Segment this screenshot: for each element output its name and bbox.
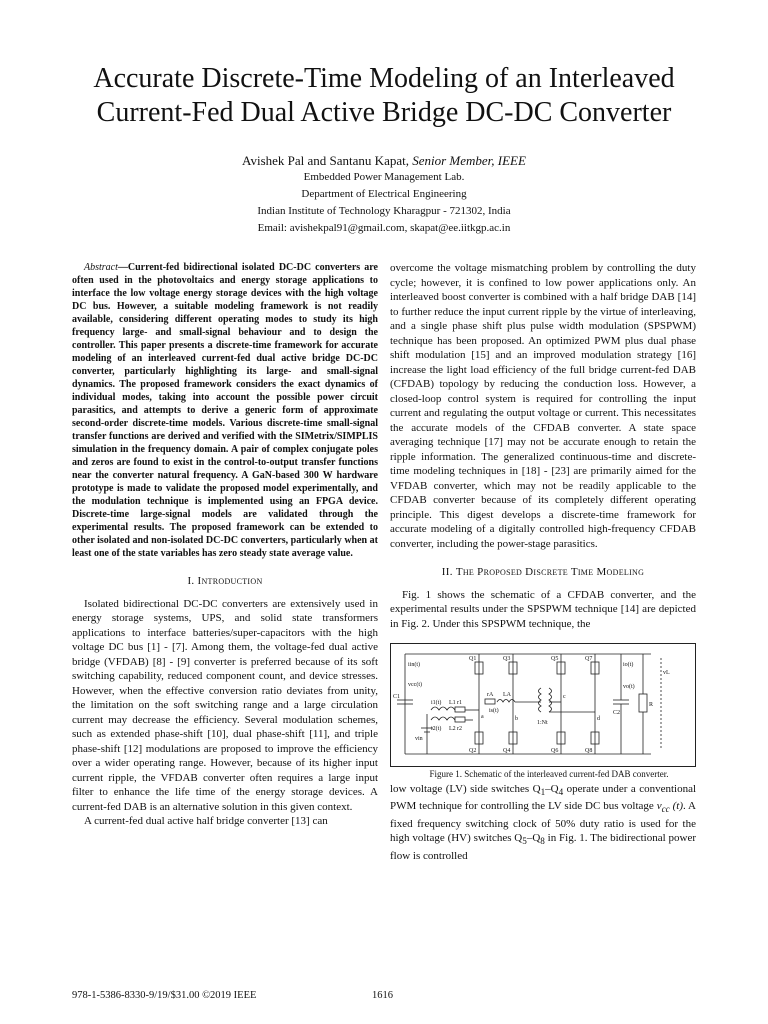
label-c2: C2	[613, 710, 621, 716]
text-run-7: in Fig. 1. The bidirectional power flow is controlled	[390, 832, 696, 863]
affiliation-dept: Department of Electrical Engineering	[301, 188, 467, 200]
sub-q4: 4	[558, 786, 564, 797]
schematic-svg	[391, 644, 695, 766]
author-names	[40, 152, 728, 169]
var-v-args: (t)	[669, 800, 684, 813]
figure-1-caption: Figure 1. Schematic of the interleaved current-fed DAB converter.	[429, 769, 669, 779]
label-node-b: b	[515, 716, 518, 722]
text-run-2: –Q	[545, 782, 559, 795]
section-1-number: I.	[187, 575, 198, 587]
inductor-la	[497, 700, 515, 703]
resistor-r1	[455, 707, 465, 712]
label-q1: Q1	[469, 656, 477, 662]
label-turns-ratio: 1:Nt	[537, 720, 548, 726]
var-v-sub: cc	[661, 804, 670, 815]
label-q4: Q4	[503, 748, 511, 754]
section-2-title: The Proposed Discrete Time Modeling	[455, 566, 645, 578]
intro-paragraph-1: Isolated bidirectional DC-DC converters are extensively used in energy storage systems, UPS, and solid state transformers applications to interface batteries/super-capacitors with the high voltage DC bus [1] - [7]. Among them, the voltage-fed dual active bridge (VFDAB) [8] - [9] converter is preferred because of its soft switching capability, reduced component count, and device stresses. However, when the effective conversion ratio deviates from unity, the limitation on the soft switching range and a large circulation current may decrease the efficiency. Several modulation schemes, such as extended phase-shift [10], dual phase-shift [11], and triple phase-shift [12] modulations are proposed to improve the efficiency over a wider operating range. However, because of its higher input current ripple, the VFDAB converter often requires a large input filter to enhance the life time of the energy storage devices. A current-fed DAB is an alternative solution in this given context.	[72, 597, 378, 813]
title-line-2: Current-Fed Dual Active Bridge DC-DC Converter	[96, 97, 672, 128]
inductor-l2	[431, 717, 455, 720]
footer-isbn: 978-1-5386-8330-9/19/$31.00 ©2019 IEEE	[72, 990, 257, 1001]
modeling-paragraph-2	[390, 782, 696, 864]
label-c1: C1	[393, 694, 401, 700]
label-q5: Q5	[551, 656, 559, 662]
abstract	[72, 261, 378, 560]
label-io: io(t)	[623, 662, 634, 668]
label-q6: Q6	[551, 748, 559, 754]
label-node-a: a	[481, 714, 484, 720]
footer-page-number: 1616	[372, 990, 393, 1001]
label-q3: Q3	[503, 656, 511, 662]
section-heading-introduction	[72, 574, 378, 589]
figure-1-schematic	[390, 643, 696, 767]
affiliation-email: Email: avishekpal91@gmail.com, skapat@ee.iitkgp.ac.in	[257, 222, 511, 234]
label-vl: vL	[663, 670, 670, 676]
load-resistor-r	[639, 694, 647, 712]
section-1-title: Introduction	[197, 575, 263, 587]
left-column	[72, 261, 378, 829]
text-run-1: low voltage (LV) side switches Q	[390, 782, 541, 795]
resistor-r2	[455, 717, 465, 722]
inductor-l1	[431, 707, 455, 710]
author-role: Senior Member, IEEE	[412, 153, 526, 168]
label-r: R	[649, 702, 654, 708]
label-vcc: vcc(t)	[408, 682, 422, 688]
label-i2: i2(t)	[431, 726, 442, 732]
label-ra: rA	[487, 692, 494, 698]
label-vin: vin	[415, 736, 423, 742]
transformer-primary	[539, 688, 542, 712]
intro-paragraph-continued: overcome the voltage mismatching problem by controlling the duty cycle; however, it is confined to low power applications only. An interleaved boost converter is combined with a half bridge DAB [14] to further reduce the input current ripple by the virtue of interleaving, and a single phase shift plus pulse width modulation (SPSPWM) technique has been proposed. An optimized PWM plus dual phase shift modulation [15] and an improved modulation strategy [16] increase the light load efficiency of the full bridge current-fed DAB (CFDAB) topology by reducing the conduction loss. However, a closed-loop control system is required for controlling the input current and regulating the output voltage or current. This necessitates the accurate models of the CFDAB converter. A state space averaging technique [17] may not be accurate enough to retain the ripple information. The generalized continuous-time and discrete-time modeling techniques in [18] - [23] are primarily aimed for the VFDAB converter, which may not be readily applicable to the CFDAB converter because of its completely different operating principle. This digest develops a discrete-time framework for accurate modeling of a digitally controlled high-frequency CFDAB converter, including the power-stage parasitics.	[390, 262, 696, 550]
affiliation-lab: Embedded Power Management Lab.	[303, 171, 465, 183]
label-l2: L2	[449, 726, 456, 732]
right-column	[390, 261, 696, 864]
text-run-5: duty ratio is used for the high voltage (HV) switches Q	[390, 817, 696, 845]
label-q2: Q2	[469, 748, 477, 754]
modeling-paragraph-1: Fig. 1 shows the schematic of a CFDAB converter, and the experimental results under the SPSPWM technique [14] are depicted in Fig. 2. Under this SPSPWM technique, the	[390, 588, 696, 630]
resistor-ra	[485, 699, 495, 704]
text-run-6: –Q	[526, 832, 541, 845]
intro-paragraph-2: A current-fed dual active half bridge converter [13] can	[84, 815, 328, 827]
label-vo: vo(t)	[623, 684, 635, 690]
label-i1: i1(t)	[431, 700, 442, 706]
text-run-3: operate under a conventional PWM technique for controlling the LV side DC bus voltage	[390, 782, 697, 813]
affiliation-institute: Indian Institute of Technology Kharagpur - 721302, India	[257, 205, 511, 217]
paper-title	[40, 62, 728, 130]
label-node-c: c	[563, 694, 566, 700]
abstract-text: —Current-fed bidirectional isolated DC-DC converters are often used in the photovoltaics and energy storage applications to interface the low voltage energy storage devices with the high voltage DC bus. However, a suitable modeling framework is not readily available, considering different operating modes to study its high frequency large- and small-signal behaviour and to design the controller. This paper presents a discrete-time framework for accurate modeling of an interleaved current-fed dual active bridge DC-DC converter, particularly highlighting its large- and small-signal dynamics. The proposed framework considers the exact dynamics of individual modes, taking into account the possible power circuit parasitics, and attempts to derive a generic form of approximate second-order discrete-time models. Various discrete-time small-signal transfer functions are derived and verified with the SIMetrix/SIMPLIS simulation in the frequency domain. A pair of complex conjugate poles and zeros are found to exist in the control-to-output transfer functions near the converter natural frequency. A GaN-based 300 W hardware prototype is made to validate the proposed model experimentally, and the modulation technique is implemented using an FPGA device. Discrete-time large-signal models are validated through the experimental results. The proposed framework can be extended to other isolated and non-isolated DC-DC converters, particularly when at least one of the state variables has zero steady state average value.	[72, 262, 378, 559]
abstract-label: Abstract	[84, 262, 118, 273]
sub-q5: 5	[522, 836, 527, 847]
label-node-d: d	[597, 716, 600, 722]
label-iin: iin(t)	[408, 662, 420, 668]
sub-q8: 8	[540, 836, 545, 847]
text-run-4: . A fixed frequency switching clock of	[390, 800, 697, 830]
label-r2: r2	[457, 726, 462, 732]
section-heading-modeling	[390, 565, 696, 580]
sub-q1: 1	[540, 786, 546, 797]
label-la: LA	[503, 692, 511, 698]
label-r1: r1	[457, 700, 462, 706]
section-2-number: II.	[441, 566, 456, 578]
label-q8: Q8	[585, 748, 593, 754]
transformer-secondary	[549, 688, 552, 712]
label-q7: Q7	[585, 656, 593, 662]
duty-percent: 50%	[555, 817, 576, 830]
label-l1: L1	[449, 700, 456, 706]
label-is: is(t)	[489, 708, 499, 714]
author-block	[40, 152, 728, 237]
title-line-1: Accurate Discrete-Time Modeling of an Interleaved	[93, 63, 675, 94]
authors-names: Avishek Pal and Santanu Kapat,	[242, 153, 413, 168]
var-v: v	[656, 800, 662, 813]
